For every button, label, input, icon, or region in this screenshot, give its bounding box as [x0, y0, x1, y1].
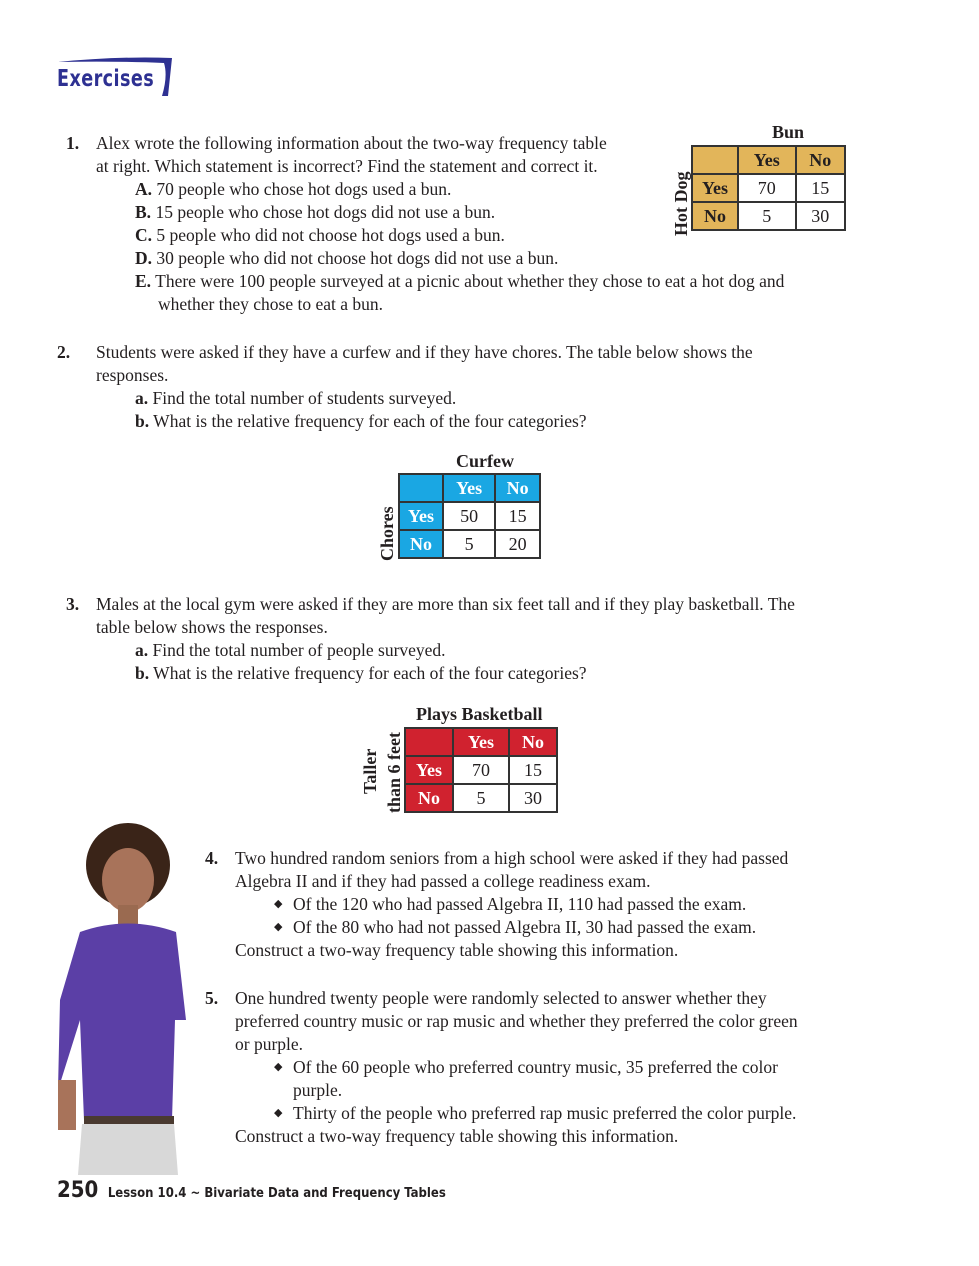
- q3-text: Males at the local gym were asked if they are more than six feet tall and if they play basketball. The: [96, 594, 795, 614]
- q3-number: 3.: [66, 594, 80, 614]
- q2-item-a: a. Find the total number of students surveyed.: [135, 388, 457, 408]
- q3-table-row-title: than 6 feet: [384, 732, 404, 813]
- q2-number: 2.: [57, 342, 71, 362]
- section-title: Exercises: [57, 66, 155, 92]
- q5-instruction: Construct a two-way frequency table showing this information.: [235, 1126, 679, 1146]
- q2-text: Students were asked if they have a curfew and if they have chores. The table below shows the: [96, 342, 753, 362]
- student-photo: [50, 820, 190, 1175]
- q5-text: or purple.: [235, 1034, 304, 1054]
- q1-item-c: C. 5 people who did not choose hot dogs used a bun.: [135, 225, 505, 245]
- q4-text: Two hundred random seniors from a high school were asked if they had passed: [235, 848, 789, 868]
- q2-table-row-title: Chores: [377, 506, 397, 561]
- q1-item-d: D. 30 people who did not choose hot dogs did not use a bun.: [135, 248, 559, 268]
- q4-instruction: Construct a two-way frequency table showing this information.: [235, 940, 679, 960]
- page-number: 250: [57, 1178, 99, 1203]
- q1-table-col-title: Bun: [772, 122, 805, 142]
- q3-item-b: b. What is the relative frequency for each of the four categories?: [135, 663, 587, 683]
- q5-bullet: Thirty of the people who preferred rap music preferred the color purple.: [293, 1103, 797, 1123]
- bullet-icon: ◆: [274, 898, 283, 910]
- q3-text: table below shows the responses.: [96, 617, 328, 637]
- q4-number: 4.: [205, 848, 219, 868]
- q4-bullet: Of the 80 who had not passed Algebra II, 30 had passed the exam.: [293, 917, 757, 937]
- q4-bullet: Of the 120 who had passed Algebra II, 110 had passed the exam.: [293, 894, 747, 914]
- q3-table-row-title: Taller: [360, 748, 380, 794]
- lesson-title: Lesson 10.4 ~ Bivariate Data and Frequency Tables: [107, 1186, 446, 1201]
- bullet-icon: ◆: [274, 921, 283, 933]
- q4-text: Algebra II and if they had passed a college readiness exam.: [235, 871, 651, 891]
- q1-text: at right. Which statement is incorrect? Find the statement and correct it.: [96, 156, 598, 176]
- q1-number: 1.: [66, 133, 80, 153]
- q5-text: One hundred twenty people were randomly selected to answer whether they: [235, 988, 767, 1008]
- q1-frequency-table: Yes No Yes 70 15 No 5 30: [691, 145, 846, 231]
- q1-item-a: A. 70 people who chose hot dogs used a bun.: [135, 179, 452, 199]
- q3-table-col-title: Plays Basketball: [416, 704, 543, 724]
- bullet-icon: ◆: [274, 1107, 283, 1119]
- q5-number: 5.: [205, 988, 219, 1008]
- q2-item-b: b. What is the relative frequency for each of the four categories?: [135, 411, 587, 431]
- q3-item-a: a. Find the total number of people surveyed.: [135, 640, 446, 660]
- q1-item-b: B. 15 people who chose hot dogs did not use a bun.: [135, 202, 496, 222]
- q3-frequency-table: Yes No Yes 70 15 No 5 30: [404, 727, 558, 813]
- page-footer: [57, 1178, 446, 1203]
- q2-table-col-title: Curfew: [456, 451, 514, 471]
- bullet-icon: ◆: [274, 1061, 283, 1073]
- q5-bullet: Of the 60 people who preferred country music, 35 preferred the color: [293, 1057, 778, 1077]
- q2-text: responses.: [96, 365, 169, 385]
- q1-table-row-title: Hot Dog: [671, 171, 691, 236]
- q1-item-e-cont: whether they chose to eat a bun.: [158, 294, 383, 314]
- q2-frequency-table: Yes No Yes 50 15 No 5 20: [398, 473, 541, 559]
- q1-text: Alex wrote the following information about the two-way frequency table: [96, 133, 607, 153]
- q5-bullet-cont: purple.: [293, 1080, 343, 1100]
- q5-text: preferred country music or rap music and whether they preferred the color green: [235, 1011, 798, 1031]
- q1-item-e: E. There were 100 people surveyed at a picnic about whether they chose to eat a hot dog and: [135, 271, 785, 291]
